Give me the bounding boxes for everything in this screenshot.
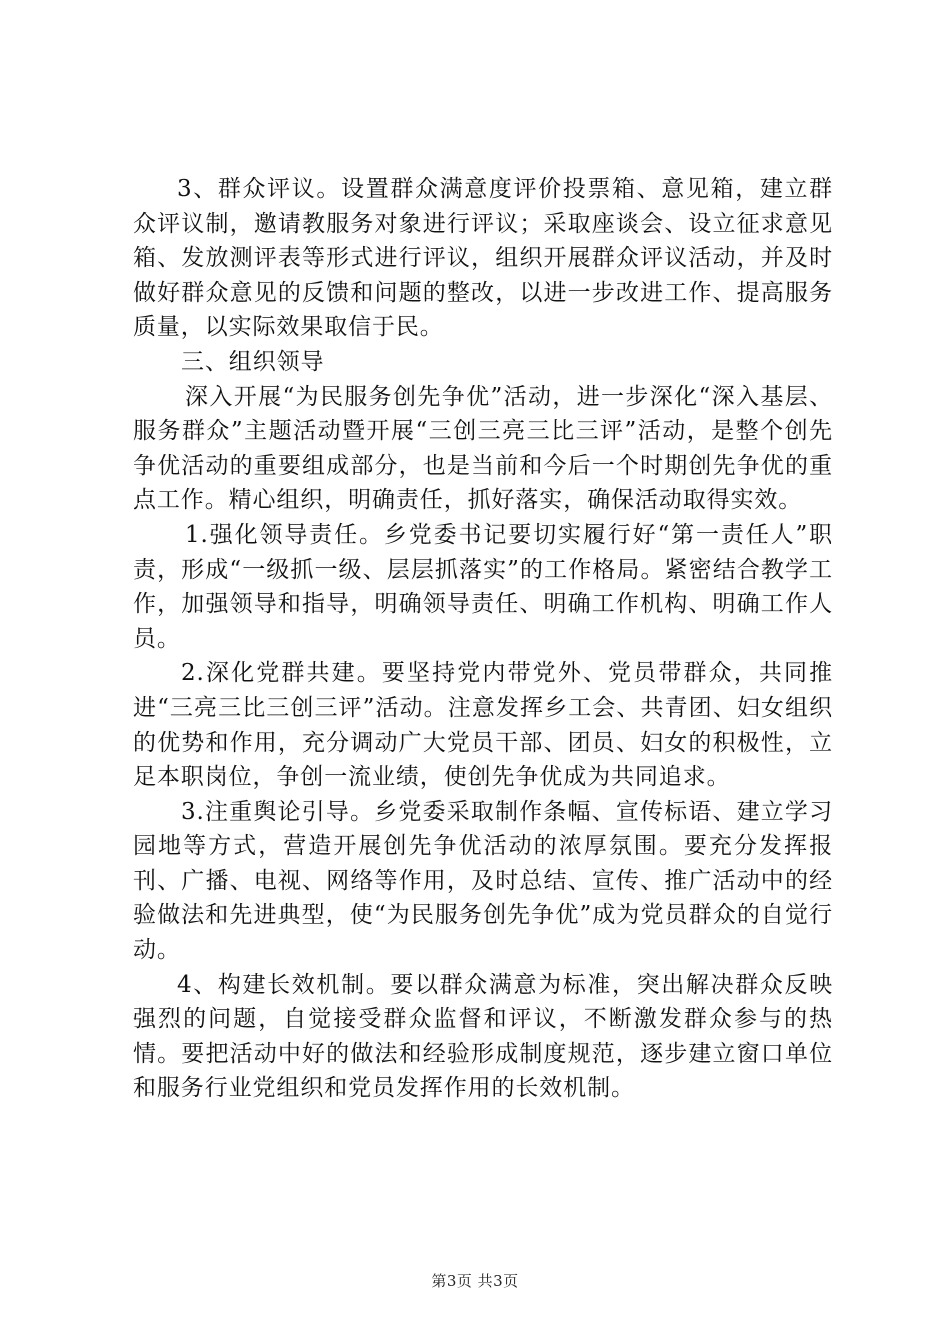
section-heading-organization: 三、组织领导 <box>181 348 325 375</box>
document-body <box>133 172 833 1106</box>
paragraph-leadership-responsibility: 1.强化领导责任。乡党委书记要切实履行好“第一责任人”职责，形成“一级抓一级、层层抓落实”的工作格局。紧密结合教学工作，加强领导和指导，明确领导责任、明确工作机构、明确工作人员。 <box>133 521 833 652</box>
paragraph-mass-evaluation: 3、群众评议。设置群众满意度评价投票箱、意见箱，建立群众评议制，邀请教服务对象进行评议；采取座谈会、设立征求意见箱、发放测评表等形式进行评议，组织开展群众评议活动，并及时做好群众意见的反馈和问题的整改，以进一步改进工作、提高服务质量，以实际效果取信于民。 <box>133 176 833 341</box>
paragraph-party-mass-building: 2.深化党群共建。要坚持党内带党外、党员带群众，共同推进“三亮三比三创三评”活动。注意发挥乡工会、共青团、妇女组织的优势和作用，充分调动广大党员干部、团员、妇女的积极性，立足本职岗位，争创一流业绩，使创先争优成为共同追求。 <box>133 660 833 791</box>
paragraph-organization-intro: 深入开展“为民服务创先争优”活动，进一步深化“深入基层、服务群众”主题活动暨开展“三创三亮三比三评”活动，是整个创先争优活动的重要组成部分，也是当前和今后一个时期创先争优的重点工作。精心组织，明确责任，抓好落实，确保活动取得实效。 <box>133 383 833 514</box>
paragraph-long-term-mechanism: 4、构建长效机制。要以群众满意为标准，突出解决群众反映强烈的问题，自觉接受群众监督和评议，不断激发群众参与的热情。要把活动中好的做法和经验形成制度规范，逐步建立窗口单位和服务行业党组织和党员发挥作用的长效机制。 <box>133 971 833 1102</box>
page-number-footer: 第3页 共3页 <box>431 1272 519 1290</box>
paragraph-public-opinion: 3.注重舆论引导。乡党委采取制作条幅、宣传标语、建立学习园地等方式，营造开展创先争优活动的浓厚氛围。要充分发挥报刊、广播、电视、网络等作用，及时总结、宣传、推广活动中的经验做法和先进典型，使“为民服务创先争优”成为党员群众的自觉行动。 <box>133 798 833 964</box>
